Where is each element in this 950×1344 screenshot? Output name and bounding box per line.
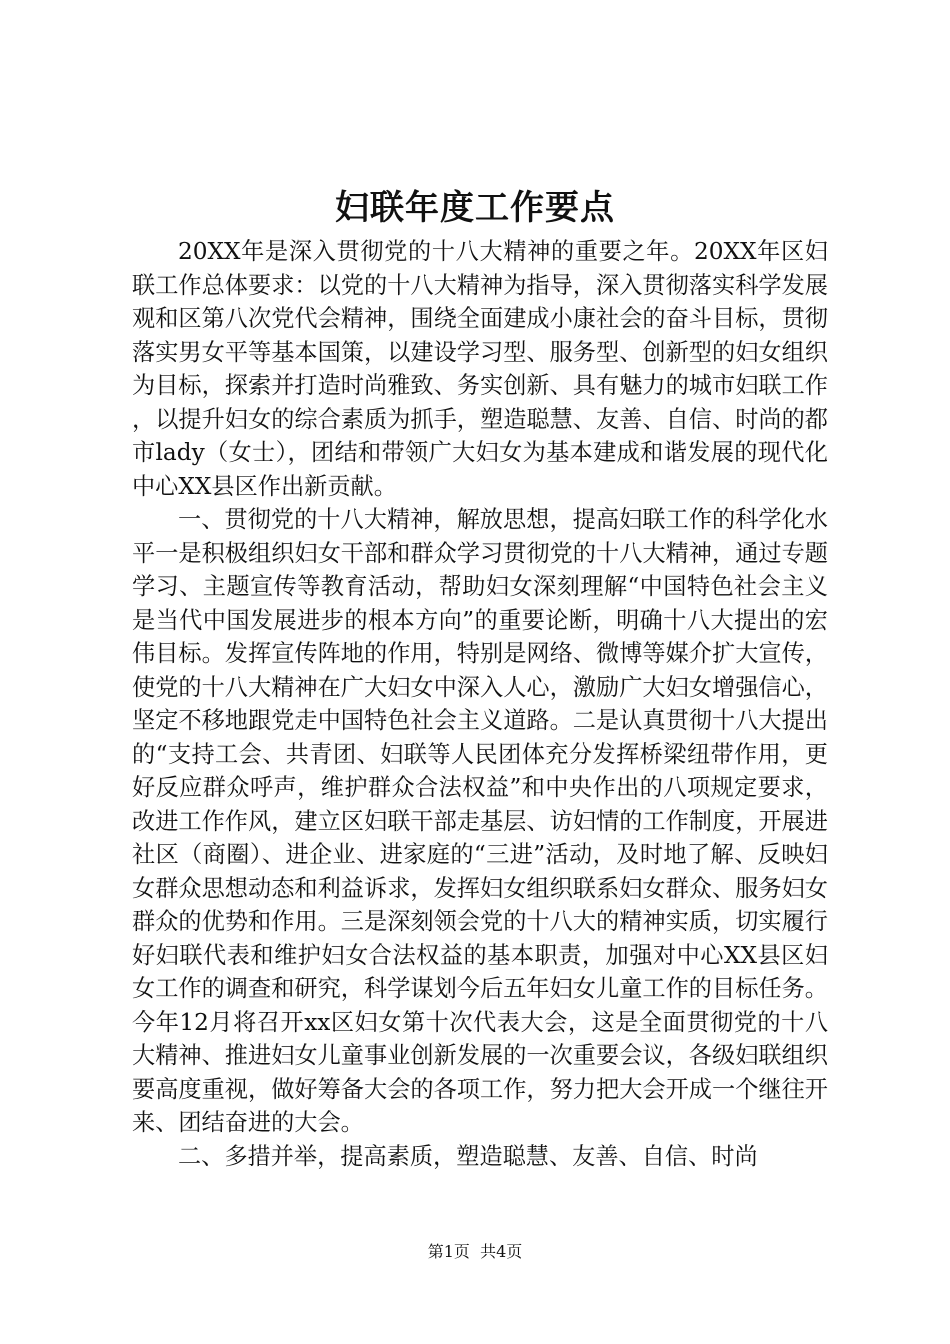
paragraph-intro: 20XX年是深入贯彻党的十八大精神的重要之年。20XX年区妇联工作总体要求：以党的十八大精神为指导，深入贯彻落实科学发展观和区第八次党代会精神，围绕全面建成小康社会的奋斗目标，贯彻落实男女平等基本国策，以建设学习型、服务型、创新型的妇女组织为目标，探索并打造时尚雅致、务实创新、具有魅力的城市妇联工作，以提升妇女的综合素质为抓手，塑造聪慧、友善、自信、时尚的都市lady（女士），团结和带领广大妇女为基本建成和谐发展的现代化中心XX县区作出新贡献。 (132, 238, 828, 500)
document-title: 妇联年度工作要点 (335, 188, 615, 228)
paragraph-section-two: 二、多措并举，提高素质，塑造聪慧、友善、自信、时尚 (178, 1142, 758, 1170)
document-body (132, 235, 828, 1173)
page-number-footer: 第1页 共4页 (427, 1242, 523, 1261)
paragraph-section-one: 一、贯彻党的十八大精神，解放思想，提高妇联工作的科学化水平一是积极组织妇女干部和群众学习贯彻党的十八大精神，通过专题学习、主题宣传等教育活动，帮助妇女深刻理解“中国特色社会主义是当代中国发展进步的根本方向”的重要论断，明确十八大提出的宏伟目标。发挥宣传阵地的作用，特别是网络、微博等媒介扩大宣传，使党的十八大精神在广大妇女中深入人心，激励广大妇女增强信心，坚定不移地跟党走中国特色社会主义道路。二是认真贯彻十八大提出的“支持工会、共青团、妇联等人民团体充分发挥桥梁纽带作用，更好反应群众呼声，维护群众合法权益”和中央作出的八项规定要求，改进工作作风，建立区妇联干部走基层、访妇情的工作制度，开展进社区（商圈）、进企业、进家庭的“三进”活动，及时地了解、反映妇女群众思想动态和利益诉求，发挥妇女组织联系妇女群众、服务妇女群众的优势和作用。三是深刻领会党的十八大的精神实质，切实履行好妇联代表和维护妇女合法权益的基本职责，加强对中心XX县区妇女工作的调查和研究，科学谋划今后五年妇女儿童工作的目标任务。今年12月将召开xx区妇女第十次代表大会，这是全面贯彻党的十八大精神、推进妇女儿童事业创新发展的一次重要会议，各级妇联组织要高度重视，做好筹备大会的各项工作，努力把大会开成一个继往开来、团结奋进的大会。 (132, 506, 828, 1136)
